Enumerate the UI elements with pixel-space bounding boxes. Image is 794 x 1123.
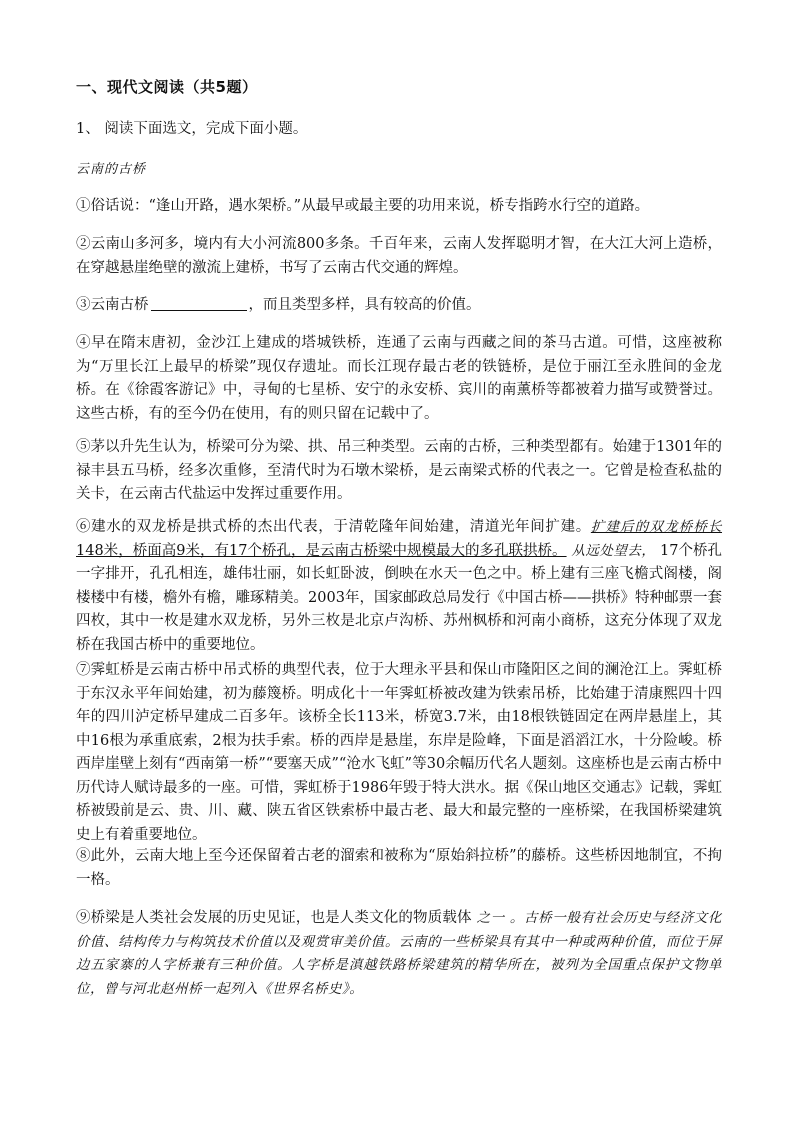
paragraph-1: ①俗话说：“逢山开路，遇水架桥。”从最早或最主要的功用来说，桥专指跨水行空的道路。 (76, 198, 650, 214)
paragraph-3 (76, 294, 722, 318)
paragraph-9 (76, 907, 722, 1001)
paragraph-4: ④早在隋末唐初，金沙江上建成的塔城铁桥，连通了云南与西藏之间的茶马古道。可惜，这座被称为“万里长江上最早的桥梁”现仅存遗址。而长江现存最古老的铁链桥，是位于丽江至永胜间的金龙桥。在《徐霞客游记》中，寻甸的七星桥、安宁的永安桥、宾川的南薰桥等都被着力描写或赞誉过。这些古桥，有的至今仍在使用，有的则只留在记载中了。 (76, 335, 722, 422)
section-title: 一、现代文阅读（共5题） (76, 78, 258, 96)
paragraph-8: ⑧此外，云南大地上至今还保留着古老的溜索和被称为“原始斜拉桥”的藤桥。这些桥因地制宜，不拘一格。 (76, 848, 722, 888)
underlined-sentence-part2: 148米，桥面高9米，有17个桥孔，是云南古桥梁中规模最大的多孔联拱桥。 (76, 542, 567, 559)
fill-in-blank[interactable] (151, 295, 247, 311)
paragraph-9-italic: 之一 。古桥一般有社会历史与经济文化价值、结构传力与构筑技术价值以及观赏审美价值。云南的一些桥梁具有其中一种或两种价值，而位于屏边五家寨的人字桥兼有三种价值。人字桥是滇越铁路桥梁建筑的精华所在，被列为全国重点保护文物单位，曾与河北赵州桥一起列入《世界名桥史》。 (76, 910, 723, 997)
paragraph-2: ②云南山多河多，境内有大小河流800多条。千百年来，云南人发挥聪明才智，在大江大河上造桥，在穿越悬崖绝壁的激流上建桥，书写了云南古代交通的辉煌。 (76, 236, 722, 276)
underlined-sentence-part1: 扩建后的双龙桥桥长 (590, 519, 723, 535)
paragraph-6-italic: 从远处望去， (566, 542, 656, 559)
paragraph-9-lead: ⑨桥梁是人类社会发展的历史见证，也是人类文化的物质载体 (76, 910, 472, 926)
paragraph-3-lead: ③云南古桥 (76, 297, 149, 313)
paragraph-7: ⑦霁虹桥是云南古桥中吊式桥的典型代表，位于大理永平县和保山市隆阳区之间的澜沧江上。霁虹桥于东汉永平年间始建，初为藤篾桥。明成化十一年霁虹桥被改建为铁索吊桥，比始建于清康熙四十四年的四川泸定桥早建成二百多年。该桥全长113米，桥宽3.7米，由18根铁链固定在两岸悬崖上，其中16根为承重底索，2根为扶手索。桥的西岸是悬崖，东岸是险峰，下面是滔滔江水，十分险峻。桥西岸崖壁上刻有“西南第一桥”“要塞天成”“沧水飞虹”等30余幅历代名人题刻。这座桥也是云南古桥中历代诗人赋诗最多的一座。可惜，霁虹桥于1986年毁于特大洪水。据《保山地区交通志》记载，霁虹桥被毁前是云、贵、川、藏、陕五省区铁索桥中最古老、最大和最完整的一座桥梁，在我国桥梁建筑史上有着重要地位。 (76, 662, 722, 843)
paragraph-6-intro: ⑥建水的双龙桥是拱式桥的杰出代表，于清乾隆年间始建，清道光年间扩建。 (76, 519, 591, 535)
paragraph-3-tail: ，而且类型多样，具有较高的价值。 (248, 297, 481, 313)
question-prompt: 1、 阅读下面选文，完成下面小题。 (76, 121, 308, 137)
paragraph-6 (76, 516, 722, 657)
paragraph-6-rest: 17个桥孔一字排开，孔孔相连，雄伟壮丽，如长虹卧波，倒映在水天一色之中。桥上建有三座飞檐式阁楼，阁楼楼中有楼，檐外有檐，雕琢精美。2003年，国家邮政总局发行《中国古桥——拱桥》特种邮票一套四枚，其中一枚是建水双龙桥，另外三枚是北京卢沟桥、苏州枫桥和河南小商桥，这充分体现了双龙桥在我国古桥中的重要地位。 (76, 542, 722, 653)
paragraph-5: ⑤茅以升先生认为，桥梁可分为梁、拱、吊三种类型。云南的古桥，三种类型都有。始建于1301年的禄丰县五马桥，经多次重修，至清代时为石墩木梁桥，是云南梁式桥的代表之一。它曾是检查私盐的关卡，在云南古代盐运中发挥过重要作用。 (76, 439, 722, 502)
article-title: 云南的古桥 (76, 162, 147, 177)
